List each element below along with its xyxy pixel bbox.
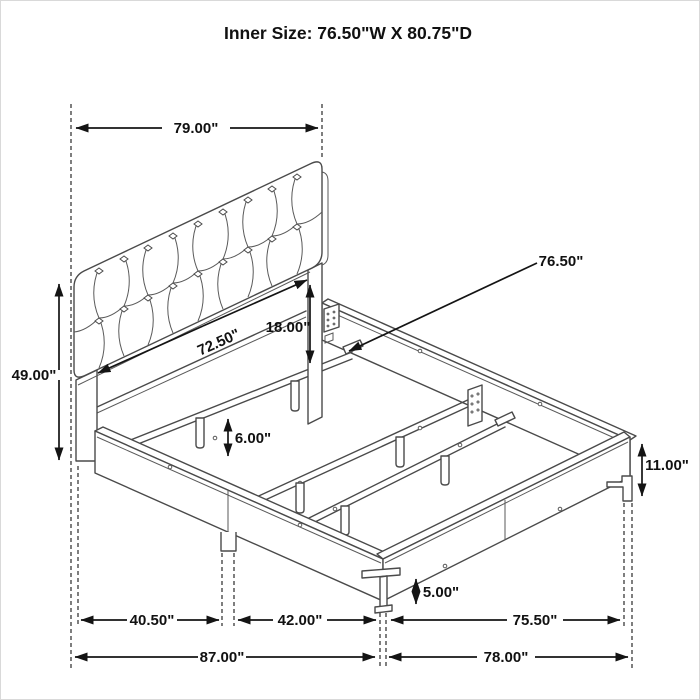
dim-label-front-leg-to-foot-corner: 75.50": [512, 612, 558, 629]
post-bracket: [324, 304, 339, 332]
dim-label-inner-width: 76.50": [538, 253, 584, 270]
dim-slat-leg-height: [228, 419, 271, 456]
diagram-title: Inner Size: 76.50"W X 80.75"D: [223, 23, 473, 43]
dim-label-center-leg-to-front-leg: 42.00": [277, 612, 323, 629]
dim-overall-foot-width: [389, 649, 628, 666]
dim-label-slat-leg-height: 6.00": [234, 430, 272, 447]
headboard-left-post: [76, 370, 97, 461]
dim-front-leg-clearance: [416, 579, 459, 604]
dim-label-overall-width: 79.00": [173, 120, 219, 137]
foot-rail: [377, 432, 630, 601]
dim-overall-width: [76, 120, 318, 137]
mount-bracket: [468, 385, 482, 426]
dim-label-front-leg-clearance: 5.00": [422, 584, 460, 601]
dim-label-footboard-height: 11.00": [645, 457, 689, 474]
slat-leg: [291, 381, 299, 411]
slat-leg: [441, 456, 449, 485]
dim-center-leg-to-front-leg: [238, 612, 376, 629]
slat-leg: [396, 437, 404, 467]
dim-label-overall-foot-width: 78.00": [483, 649, 529, 666]
slat-leg: [296, 483, 304, 513]
slat-leg: [341, 506, 349, 535]
dim-label-post-to-center-leg: 40.50": [129, 612, 175, 629]
dim-post-exposed-height: [266, 285, 311, 363]
dim-label-post-exposed-height: 18.00": [265, 319, 311, 336]
headboard-side-edge: [322, 172, 328, 265]
dim-label-headboard-height: 49.00": [11, 367, 57, 384]
side-center-leg: [221, 532, 236, 551]
dim-post-to-center-leg: [81, 612, 219, 629]
dim-label-headboard-panel-width: 72.50": [194, 325, 243, 360]
slat-leg: [196, 418, 204, 448]
dim-overall-side-length: [75, 649, 375, 666]
bed-drawing: [74, 162, 636, 613]
dim-label-overall-side-length: 87.00": [199, 649, 245, 666]
dim-headboard-height: [12, 284, 59, 460]
dim-footboard-height: [642, 444, 689, 496]
dim-front-leg-to-foot-corner: [391, 612, 620, 629]
